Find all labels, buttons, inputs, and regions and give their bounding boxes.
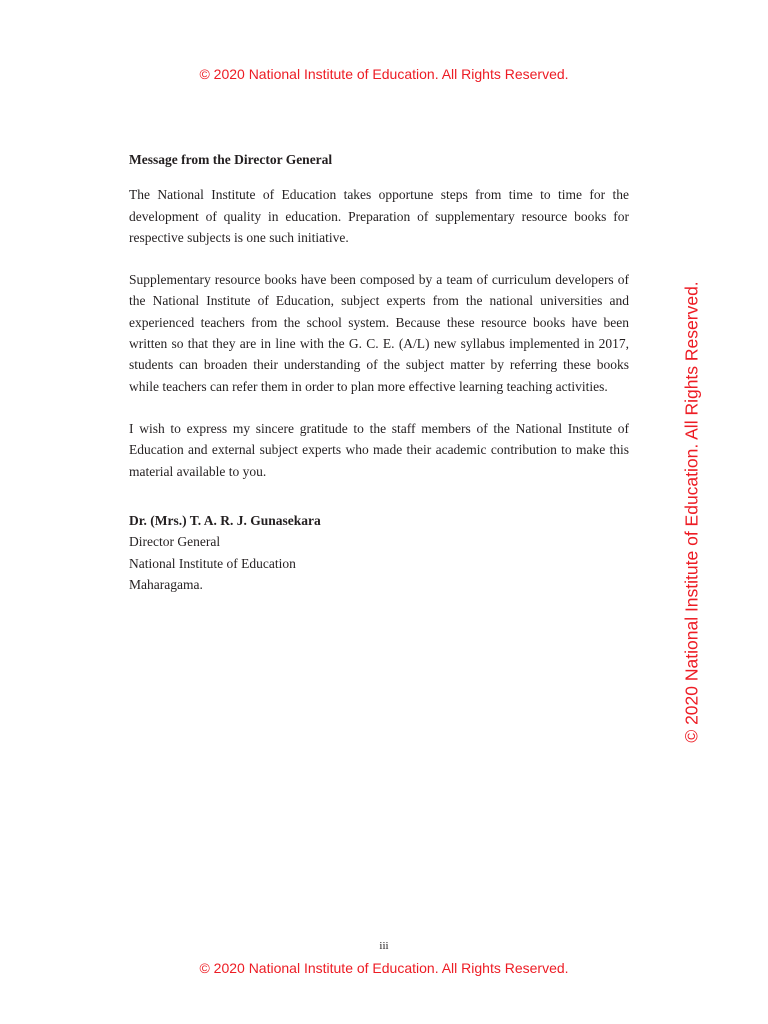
signatory-title: Director General xyxy=(129,534,221,550)
message-paragraph-2: Supplementary resource books have been composed by a team of curriculum developers of the National Institute of Education, subject experts from the national universities and experienced teachers from the school system. Because these resource books have been written so that they are in line with the G. C. E. (A/L) new syllabus implemented in 2017, students can broaden their understanding of the subject matter by referring these books while teachers can refer them in order to plan more effective learning teaching activities. xyxy=(129,272,629,394)
message-paragraph-3: I wish to express my sincere gratitude to the staff members of the National Institute of Education and external subject experts who made their academic contribution to make this material available to you. xyxy=(129,420,629,479)
copyright-notice-side: © 2020 National Institute of Education. All Rights Reserved. xyxy=(681,281,702,743)
message-body xyxy=(129,149,629,503)
signatory-organization: National Institute of Education xyxy=(129,555,296,571)
signature-block xyxy=(129,510,529,595)
signatory-location: Maharagama. xyxy=(129,576,203,592)
signatory-name: Dr. (Mrs.) T. A. R. J. Gunasekara xyxy=(129,513,321,528)
message-heading: Message from the Director General xyxy=(129,152,333,167)
page-number: iii xyxy=(379,940,389,952)
message-paragraph-1: The National Institute of Education takes opportune steps from time to time for the development of quality in education. Preparation of supplementary resource books for respective subjects is one such initiative. xyxy=(129,187,629,245)
copyright-notice-bottom: © 2020 National Institute of Education. All Rights Reserved. xyxy=(199,960,569,976)
copyright-notice-top: © 2020 National Institute of Education. All Rights Reserved. xyxy=(199,66,569,82)
